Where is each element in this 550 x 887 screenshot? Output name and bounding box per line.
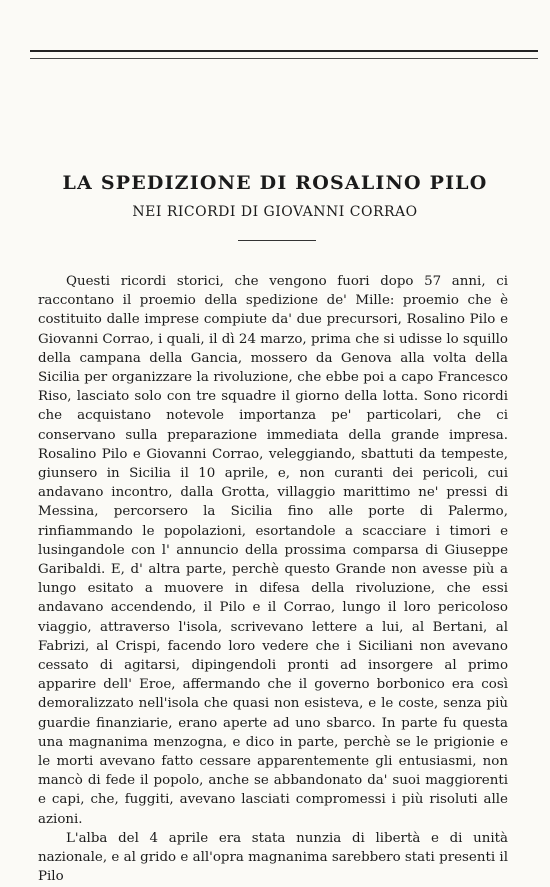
chapter-subtitle: NEI RICORDI DI GIOVANNI CORRAO (132, 204, 418, 220)
header-rule (30, 50, 538, 52)
title-separator (238, 240, 316, 241)
paragraph: Questi ricordi storici, che vengono fuori dopo 57 anni, ci raccontano il proemio della spedizione de' Mille: proemio che è costituito dalle imprese compiute da' due precursori, Rosalino Pilo e Giovanni Corrao, i quali, il dì 24 marzo, prima che si udisse lo squillo della campana della Gancia, mossero da Genova alla volta della Sicilia per organizzare la rivoluzione, che ebbe poi a capo Francesco Riso, lasciato solo con tre squadre il giorno della lotta. Sono ricordi che acquistano notevole importanza pe' particolari, che ci conservano sulla preparazione immediata della grande impresa. Rosalino Pilo e Giovanni Corrao, veleggiando, sbattuti da tempeste, giunsero in Sicilia il 10 aprile, e, non curanti dei pericoli, cui andavano incontro, dalla Grotta, villaggio marittimo ne' pressi di Messina, percorsero la Sicilia fino alle porte di Palermo, rinfiammando le popolazioni, esortandole a scacciare i timori e lusingandole con l' annuncio della prossima comparsa di Giuseppe Garibaldi. E, d' altra parte, perchè questo Grande non avesse più a lungo esitato a muovere in difesa della rivoluzione, che essi andavano accendendo, il Pilo e il Corrao, lungo il loro pericoloso viaggio, attraverso l'isola, scrivevano lettere a lui, al Bertani, al Fabrizi, al Crispi, facendo loro vedere che i Siciliani non avevano cessato di agitarsi, dipingendoli pronti ad insorgere al primo apparire dell' Eroe, affermando che il governo borbonico era così demoralizzato nell'isola che quasi non esisteva, e le coste, senza più guardie finanziarie, erano aperte ad uno sbarco. In parte fu questa una magnanima menzogna, e dico in parte, perchè se le prigionie e le morti avevano fatto cessare apparentemente gli entusiasmi, non mancò di fede il popolo, anche se abbandonato da' suoi maggiorenti e capi, che, fuggiti, avevano lasciati compromessi i più risoluti alle azioni. (38, 274, 508, 827)
header-rule-thin (30, 58, 538, 59)
paragraph: L'alba del 4 aprile era stata nunzia di libertà e di unità nazionale, e al grido e all'opra magnanima sarebbero stati presenti il Pilo (38, 830, 508, 885)
chapter-title: LA SPEDIZIONE DI ROSALINO PILO (62, 172, 488, 194)
body-text (38, 272, 508, 887)
